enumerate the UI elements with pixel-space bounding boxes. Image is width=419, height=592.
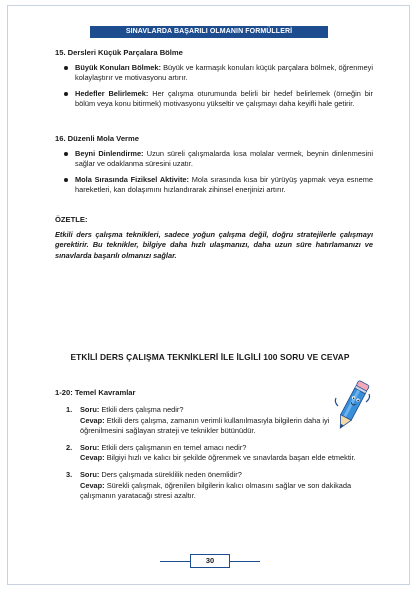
list-item: Beyni Dinlendirme: Uzun süreli çalışmalarda kısa molalar vermek, beynin dinlenmesini sağlar ve odaklanma süresini uzatır. — [75, 148, 373, 169]
summary-title: ÖZETLE: — [55, 214, 88, 224]
list-item: Hedefler Belirlemek: Her çalışma oturumunda belirli bir hedef belirlemek (örneğin bir bölüm veya konu bitirmek) motivasyonu yükseltir ve çalışmayı daha keyifli hale getirir. — [75, 88, 373, 109]
section-15-title: 15. Dersleri Küçük Parçalara Bölme — [55, 48, 183, 57]
summary-text: Etkili ders çalışma teknikleri, sadece yoğun çalışma değil, doğru stratejilerle çalışmayı gerektirir. Bu teknikler, bilgiye daha hızlı ulaşmanızı, daha uzun süre hatırlamanızı ve sınavlarda başarılı olmanızı sağlar. — [55, 229, 373, 260]
qa-list — [66, 405, 358, 508]
qa-item: 2. Soru: Etkili ders çalışmanın en temel amacı nedir? Cevap: Bilgiyi hızlı ve kalıcı bir şekilde öğrenmek ve sınavlarda başarı elde etmektir. — [66, 442, 356, 463]
list-item: Büyük Konuları Bölmek: Büyük ve karmaşık konuları küçük parçalara bölmek, öğrenmeyi kolaylaştırır ve motivasyonu artırır. — [75, 62, 373, 83]
footer-divider — [160, 561, 190, 562]
section-15-list — [55, 63, 373, 110]
footer-divider — [230, 561, 260, 562]
qa-section-title: 1-20: Temel Kavramlar — [55, 388, 136, 397]
section-16-list — [55, 149, 373, 196]
main-heading: ETKİLİ DERS ÇALIŞMA TEKNİKLERİ İLE İLGİLİ 100 SORU VE CEVAP — [70, 352, 350, 362]
header-title-bar: SINAVLARDA BAŞARILI OLMANIN FORMÜLLERİ — [90, 26, 328, 38]
section-16-title: 16. Düzenli Mola Verme — [55, 133, 139, 143]
page-number-footer — [160, 550, 260, 572]
content-top — [55, 48, 373, 261]
list-item: Mola Sırasında Fiziksel Aktivite: Mola sırasında kısa bir yürüyüş yapmak veya esneme hareketleri, kan dolaşımını hızlandırarak zihinsel enerjinizi artırır. — [75, 174, 373, 195]
qa-item: 3. Soru: Ders çalışmada süreklilik neden önemlidir? Cevap: Sürekli çalışmak, öğrenilen bilgilerin kalıcı olmasını sağlar ve son dakikada çalışmanın yaratacağı stresi azaltır. — [66, 469, 352, 501]
qa-item: 1. Soru: Etkili ders çalışma nedir? Cevap: Etkili ders çalışma, zamanın verimli kullanılmasıyla bilgilerin daha iyi öğrenilmesini sağlayan strateji ve teknikler bütünüdür. — [66, 405, 330, 436]
page-number: 30 — [190, 554, 230, 568]
